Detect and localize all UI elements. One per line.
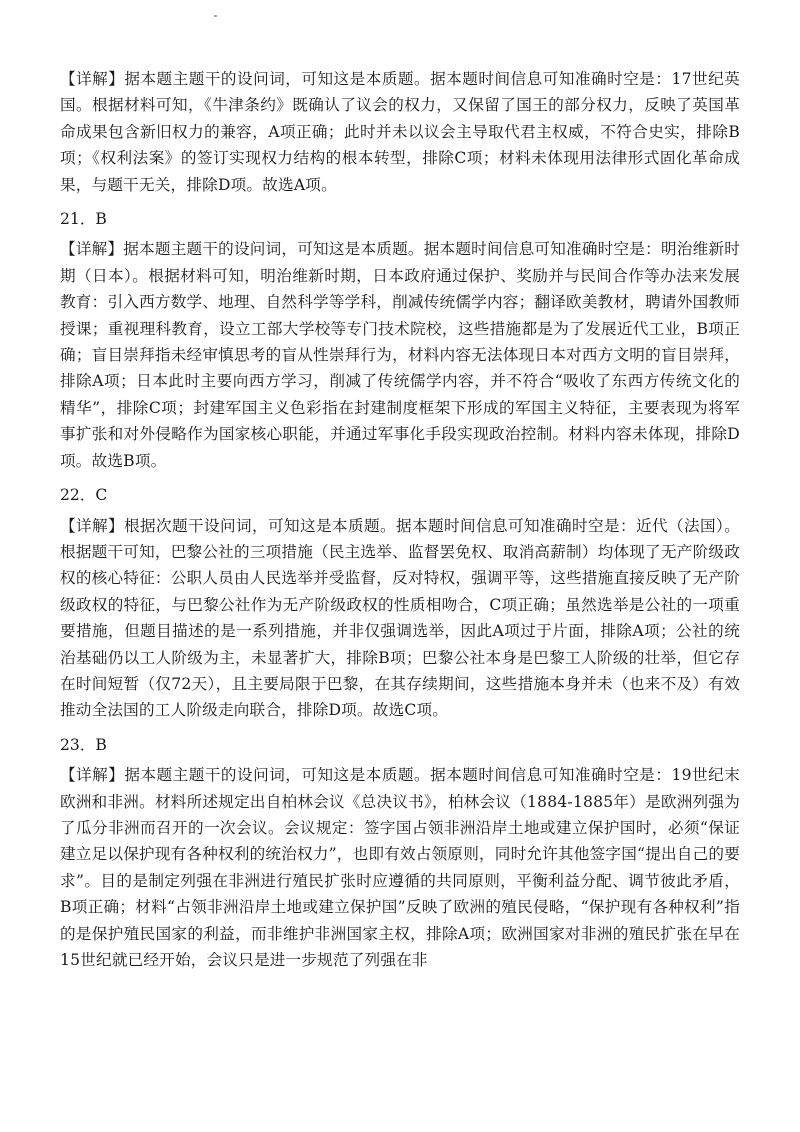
answer-block-21: [60, 206, 740, 474]
question-number: 22．C: [60, 486, 108, 505]
explanation-paragraph: 【详解】据本题主题干的设问词，可知这是本质题。据本题时间信息可知准确时空是：明治维新时期（日本）。根据材料可知，明治维新时期，日本政府通过保护、奖励并与民间合作等办法来发展教育：引入西方数学、地理、自然科学等学科，削减传统儒学内容；翻译欧美教材，聘请外国教师授课；重视理科教育，设立工部大学校等专门技术院校，这些措施都是为了发展近代工业，B项正确；盲目崇拜指未经审慎思考的盲从性崇拜行为，材料内容无法体现日本对西方文明的盲目崇拜，排除A项；日本此时主要向西方学习，削减了传统儒学内容，并不符合“吸收了东西方传统文化的精华”，排除C项；封建军国主义色彩指在封建制度框架下形成的军国主义特征，主要表现为将军事扩张和对外侵略作为国家核心职能，并通过军事化手段实现政治控制。材料内容未体现，排除D项。故选B项。: [60, 240, 740, 470]
question-number: 23．B: [60, 735, 107, 754]
answer-block-23: [60, 732, 740, 974]
answer-block-22: [60, 482, 740, 724]
explanation-paragraph: 【详解】根据次题干设问词，可知这是本质题。据本题时间信息可知准确时空是：近代（法国）。根据题干可知，巴黎公社的三项措施（民主选举、监督罢免权、取消高薪制）均体现了无产阶级政权的核心特征：公职人员由人民选举并受监督，反对特权，强调平等，这些措施直接反映了无产阶级政权的特征，与巴黎公社作为无产阶级政权的性质相吻合，C项正确；虽然选举是公社的一项重要措施，但题目描述的是一系列措施，并非仅强调选举，因此A项过于片面，排除A项；公社的统治基础仍以工人阶级为主，未显著扩大，排除B项；巴黎公社本身是巴黎工人阶级的壮举，但它存在时间短暂（仅72天），且主要局限于巴黎，在其存续期间，这些措施本身并未（也来不及）有效推动全法国的工人阶级走向联合，排除D项。故选C项。: [60, 516, 740, 720]
question-number: 21．B: [60, 210, 107, 229]
answer-block-20: [60, 66, 740, 198]
scan-speck: [214, 15, 217, 17]
answer-explanations: [60, 66, 740, 981]
explanation-paragraph: 【详解】据本题主题干的设问词，可知这是本质题。据本题时间信息可知准确时空是：17世纪英国。根据材料可知，《牛津条约》既确认了议会的权力，又保留了国王的部分权力，反映了英国革命成果包含新旧权力的兼容，A项正确；此时并未以议会主导取代君主权威，不符合史实，排除B项；《权利法案》的签订实现权力结构的根本转型，排除C项；材料未体现用法律形式固化革命成果，与题干无关，排除D项。故选A项。: [60, 70, 740, 194]
explanation-paragraph: 【详解】据本题主题干的设问词，可知这是本质题。据本题时间信息可知准确时空是：19世纪末欧洲和非洲。材料所述规定出自柏林会议《总决议书》，柏林会议（1884-1885年）是欧洲列强为了瓜分非洲而召开的一次会议。会议规定：签字国占领非洲沿岸土地或建立保护国时，必须“保证建立足以保护现有各种权利的统治权力”，也即有效占领原则，同时允许其他签字国“提出自己的要求”。目的是制定列强在非洲进行殖民扩张时应遵循的共同原则，平衡利益分配、调节彼此矛盾，B项正确；材料“占领非洲沿岸土地或建立保护国”反映了欧洲的殖民侵略，“保护现有各种权利”指的是保护殖民国家的利益，而非维护非洲国家主权，排除A项；欧洲国家对非洲的殖民扩张在早在15世纪就已经开始，会议只是进一步规范了列强在非: [60, 766, 740, 969]
